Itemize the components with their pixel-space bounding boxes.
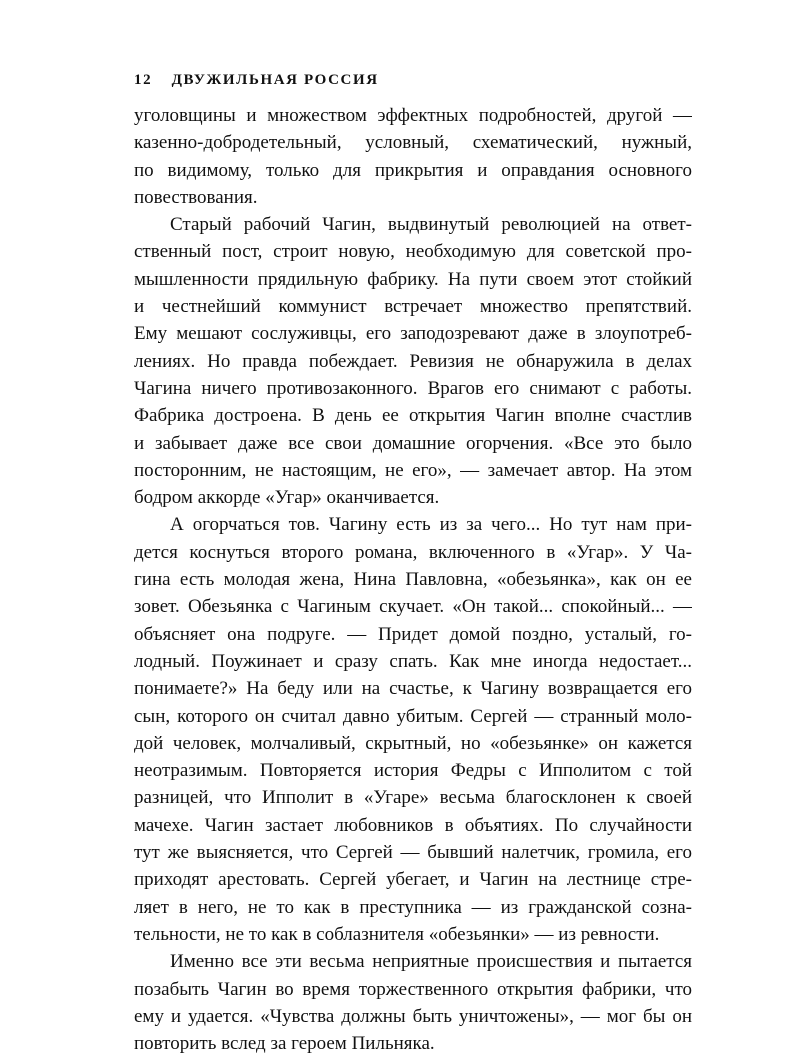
text-line: и честнейший коммунист встречает множество препятствий. [134,296,692,318]
text-line: уголовщины и множеством эффектных подробностей, другой — [134,105,692,126]
text-line: Старый рабочий Чагин, выдвинутый революцией на ответ- [170,214,692,236]
text-line: мышленности прядильную фабрику. На пути своем этот стойкий [134,268,692,290]
text-line: посторонним, не настоящим, не его», — замечает автор. На этом [134,459,692,481]
text-line: ему и удается. «Чувства должны быть уничтожены», — мог бы он [134,1005,692,1027]
text-line: приходят арестовать. Сергей убегает, и Чагин на лестнице стре- [134,869,692,891]
page-number: 12 [134,72,153,88]
text-line: лениях. Но правда побеждает. Ревизия не обнаружила в делах [134,350,692,372]
body-text [134,102,692,1057]
paragraph [134,511,692,948]
text-line: сын, которого он считал давно убитым. Сергей — странный моло- [134,705,692,727]
text-line: позабыть Чагин во время торжественного открытия фабрики, что [134,978,692,1000]
text-line: ляет в него, не то как в преступника — из гражданской созна- [134,896,692,918]
text-line: понимаете?» На беду или на счастье, к Чагину возвращается его [134,678,692,700]
text-line: лодный. Поужинает и сразу спать. Как мне иногда недостает... [134,650,692,672]
text-line: Фабрика достроена. В день ее открытия Чагин вполне счастлив [134,405,692,427]
text-line: неотразимым. Повторяется история Федры с Ипполитом с той [134,760,692,782]
text-line: объясняет она подруге. — Придет домой поздно, усталый, го- [134,623,692,645]
running-title: ДВУЖИЛЬНАЯ РОССИЯ [171,72,379,88]
text-line: А огорчаться тов. Чагину есть из за чего... Но тут нам при- [170,514,692,536]
text-line: Чагина ничего противозаконного. Врагов его снимают с работы. [134,377,692,399]
text-line: разницей, что Ипполит в «Угаре» весьма благосклонен к своей [134,787,692,809]
paragraph [134,102,692,211]
text-line: бодром аккорде «Угар» оканчивается. [134,487,440,509]
text-line: по видимому, только для прикрытия и оправдания основного [134,159,692,181]
running-head [134,72,379,89]
text-line: зовет. Обезьянка с Чагиным скучает. «Он такой... спокойный... — [134,596,692,618]
paragraph [134,211,692,511]
paragraph [134,948,692,1057]
text-line: гина есть молодая жена, Нина Павловна, «обезьянка», как он ее [134,569,692,591]
text-line: дется коснуться второго романа, включенного в «Угар». У Ча- [134,541,692,563]
text-line: повторить вслед за героем Пильняка. [134,1033,435,1055]
text-line: дой человек, молчаливый, скрытный, но «обезьянке» он кажется [134,732,692,754]
text-line: тельности, не то как в соблазнителя «обезьянки» — из ревности. [134,923,660,945]
text-line: казенно-добродетельный, условный, схематический, нужный, [134,132,692,154]
text-line: тут же выясняется, что Сергей — бывший налетчик, громила, его [134,842,692,864]
text-line: и забывает даже все свои домашние огорчения. «Все это было [134,432,692,454]
text-line: Именно все эти весьма неприятные происшествия и пытается [170,951,692,973]
text-line: мачехе. Чагин застает любовников в объятиях. По случайности [134,814,692,836]
text-line: ственный пост, строит новую, необходимую для советской про- [134,241,692,263]
text-line: повествования. [134,186,258,208]
text-line: Ему мешают сослуживцы, его заподозревают даже в злоупотреб- [134,323,692,345]
